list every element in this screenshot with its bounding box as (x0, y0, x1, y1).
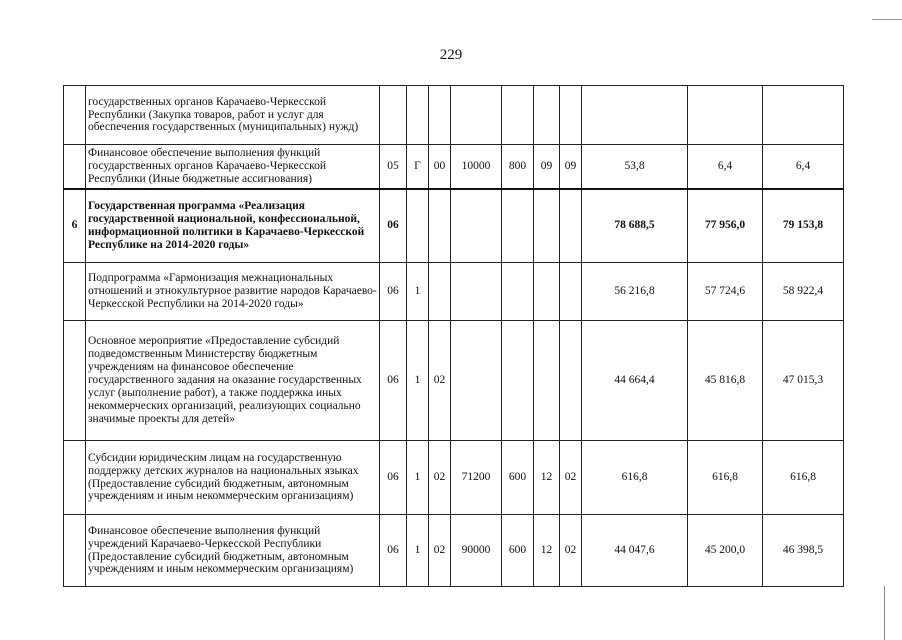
amount-1 (582, 86, 688, 145)
code-direction: 10000 (451, 145, 502, 189)
amount-1: 78 688,5 (582, 189, 688, 263)
amount-3: 58 922,4 (763, 263, 844, 321)
code-subprogram (407, 86, 429, 145)
code-subsection (560, 263, 582, 321)
row-name: Государственная программа «Реализация государственной национальной, конфессиональной, информационной политики в Карачаево-Черкесской Республике на 2014-2020 годы» (86, 189, 380, 263)
amount-1: 53,8 (582, 145, 688, 189)
code-subprogram: 1 (407, 441, 429, 515)
table-row (64, 189, 844, 263)
code-program: 06 (380, 515, 407, 587)
code-subprogram: 1 (407, 321, 429, 441)
code-section: 12 (534, 441, 560, 515)
code-program: 06 (380, 263, 407, 321)
code-activity (429, 263, 451, 321)
code-activity: 02 (429, 515, 451, 587)
code-activity: 02 (429, 441, 451, 515)
table-row (64, 145, 844, 189)
amount-1: 44 664,4 (582, 321, 688, 441)
code-section (534, 263, 560, 321)
code-direction (451, 263, 502, 321)
code-section (534, 321, 560, 441)
code-direction: 90000 (451, 515, 502, 587)
code-direction (451, 321, 502, 441)
code-expense-type (502, 321, 534, 441)
amount-3: 47 015,3 (763, 321, 844, 441)
code-subsection (560, 86, 582, 145)
code-activity: 00 (429, 145, 451, 189)
amount-3: 6,4 (763, 145, 844, 189)
row-number (64, 321, 86, 441)
row-number (64, 263, 86, 321)
code-subprogram (407, 189, 429, 263)
code-activity: 02 (429, 321, 451, 441)
code-section: 12 (534, 515, 560, 587)
code-expense-type: 800 (502, 145, 534, 189)
row-number (64, 515, 86, 587)
amount-3: 616,8 (763, 441, 844, 515)
code-direction: 71200 (451, 441, 502, 515)
code-activity (429, 189, 451, 263)
budget-table (63, 85, 844, 587)
amount-1: 616,8 (582, 441, 688, 515)
page-number: 229 (439, 47, 463, 63)
amount-1: 56 216,8 (582, 263, 688, 321)
code-direction (451, 189, 502, 263)
amount-2: 616,8 (688, 441, 763, 515)
row-name: государственных органов Карачаево-Черкесской Республики (Закупка товаров, работ и услуг для обеспечения государственных (муниципальных) нужд) (86, 86, 380, 145)
code-program: 06 (380, 189, 407, 263)
table-row (64, 86, 844, 145)
code-subprogram: 1 (407, 263, 429, 321)
edge-rule (884, 586, 885, 640)
amount-2: 45 816,8 (688, 321, 763, 441)
code-subsection: 09 (560, 145, 582, 189)
code-subsection: 02 (560, 515, 582, 587)
code-subsection (560, 189, 582, 263)
code-program (380, 86, 407, 145)
amount-2 (688, 86, 763, 145)
row-number (64, 441, 86, 515)
code-subsection (560, 321, 582, 441)
code-subprogram: Г (407, 145, 429, 189)
amount-2: 6,4 (688, 145, 763, 189)
table-row (64, 263, 844, 321)
row-name: Субсидии юридическим лицам на государственную поддержку детских журналов на национальных языках (Предоставление субсидий бюджетным, автономным учреждениям и иным некоммерческим организациям) (86, 441, 380, 515)
amount-3: 79 153,8 (763, 189, 844, 263)
code-program: 06 (380, 441, 407, 515)
amount-2: 45 200,0 (688, 515, 763, 587)
amount-3: 46 398,5 (763, 515, 844, 587)
amount-1: 44 047,6 (582, 515, 688, 587)
code-direction (451, 86, 502, 145)
code-subsection: 02 (560, 441, 582, 515)
row-number (64, 145, 86, 189)
amount-2: 57 724,6 (688, 263, 763, 321)
row-name: Финансовое обеспечение выполнения функций учреждений Карачаево-Черкесской Республики (Предоставление субсидий бюджетным, автономным учреждениям и иным некоммерческим организациям) (86, 515, 380, 587)
table-row (64, 321, 844, 441)
amount-3 (763, 86, 844, 145)
code-section (534, 189, 560, 263)
row-name: Подпрограмма «Гармонизация межнациональных отношений и этнокультурное развитие народов Карачаево-Черкесской Республики на 2014-2020 годы» (86, 263, 380, 321)
code-section (534, 86, 560, 145)
row-name: Финансовое обеспечение выполнения функций государственных органов Карачаево-Черкесской Республики (Иные бюджетные ассигнования) (86, 145, 380, 189)
code-program: 06 (380, 321, 407, 441)
row-number: 6 (64, 189, 86, 263)
code-expense-type: 600 (502, 515, 534, 587)
row-number (64, 86, 86, 145)
table-row (64, 515, 844, 587)
code-expense-type: 600 (502, 441, 534, 515)
code-subprogram: 1 (407, 515, 429, 587)
code-section: 09 (534, 145, 560, 189)
code-program: 05 (380, 145, 407, 189)
code-activity (429, 86, 451, 145)
code-expense-type (502, 263, 534, 321)
code-expense-type (502, 86, 534, 145)
amount-2: 77 956,0 (688, 189, 763, 263)
corner-rule (872, 19, 902, 20)
code-expense-type (502, 189, 534, 263)
row-name: Основное мероприятие «Предоставление субсидий подведомственным Министерству бюджетным учреждениям на финансовое обеспечение государственного задания на оказание государственных услуг (выполнение работ), а также поддержка иных некоммерческих организаций, реализующих социально значимые проекты для детей» (86, 321, 380, 441)
table-row (64, 441, 844, 515)
